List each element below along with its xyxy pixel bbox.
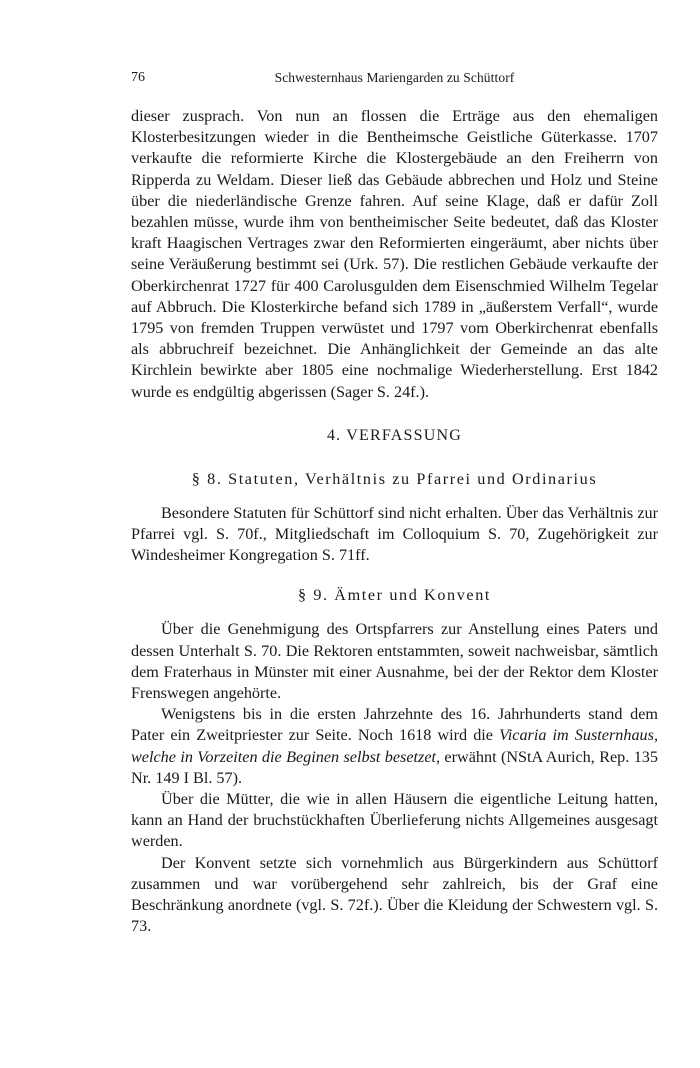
page-number: 76 xyxy=(131,70,145,85)
paragraph-9-text-1: Über die Genehmigung des Ortspfarrers zur Anstellung eines Paters und dessen Unterhalt S. 70. Die Rektoren entstammten, soweit nachweisbar, sämtlich dem Fraterhaus in Münster mit einer Ausnahme, bei der der Rektor dem Kloster Frenswegen angehörte. xyxy=(131,620,658,703)
running-header xyxy=(131,70,658,92)
paragraph-9-text-4: Der Konvent setzte sich vornehmlich aus Bürgerkindern aus Schüttorf zusammen und war vorübergehend sehr zahlreich, bis der Graf eine Beschränkung anordnete (vgl. S. 72f.). Über die Kleidung der Schwestern vgl. S. 73. xyxy=(131,853,658,936)
paragraph-9-italic-quote: Vicaria im Susternhaus, welche in Vorzeiten die Beginen selbst besetzet, xyxy=(131,726,658,766)
section-heading: 4. VERFASSUNG xyxy=(326,426,463,444)
paragraph-9-heading: § 9. Ämter und Konvent xyxy=(297,586,491,605)
intro-paragraph: dieser zusprach. Von nun an flossen die Erträge aus den ehemaligen Klosterbesitzungen wieder in die Bentheimsche Geistliche Güterkasse. 1707 verkaufte die reformierte Kirche die Klostergebäude an den Freiherrn von Ripperda zu Weldam. Dieser ließ das Gebäude abbrechen und Holz und Steine über die niederländische Grenze fahren. Auf seine Klage, daß er dafür Zoll bezahlen müsse, wurde ihm von bentheimischer Seite bedeutet, daß das Kloster kraft Haagischen Vertrages zwar den Reformierten eingeräumt, aber nichts über seine Veräußerung bestimmt sei (Urk. 57). Die restlichen Gebäude verkaufte der Oberkirchenrat 1727 für 400 Carolusgulden dem Eisenschmied Wilhelm Tegelar auf Abbruch. Die Klosterkirche befand sich 1789 in „äußerstem Verfall“, wurde 1795 von fremden Truppen verwüstet und 1797 vom Oberkirchenrat ebenfalls als abbruchreif bezeichnet. Die Anhänglichkeit der Gemeinde an das alte Kirchlein bewirkte aber 1805 eine nochmalige Wiederherstellung. Erst 1842 wurde es endgültig abgerissen (Sager S. 24f.). xyxy=(131,107,658,401)
paragraph-9-text-2 xyxy=(131,704,658,789)
paragraph-9-text-2-end: erwähnt (NStA Aurich, Rep. 135 Nr. 149 I Bl. 57). xyxy=(131,747,658,787)
paragraph-9-text-3: Über die Mütter, die wie in allen Häusern die eigentliche Leitung hatten, kann an Hand der bruchstückhaften Überlieferung nichts Allgemeines ausgesagt werden. xyxy=(131,790,658,851)
paragraph-8-text: Besondere Statuten für Schüttorf sind nicht erhalten. Über das Verhältnis zur Pfarrei vgl. S. 70f., Mitgliedschaft im Colloquium S. 70, Zugehörigkeit zur Windesheimer Kongregation S. 71ff. xyxy=(131,503,658,565)
paragraph-8-heading: § 8. Statuten, Verhältnis zu Pfarrei und Ordinarius xyxy=(191,469,598,488)
book-page xyxy=(131,70,658,938)
running-title: Schwesternhaus Mariengarden zu Schüttorf xyxy=(274,70,515,85)
paragraph-9-text-2-start: Wenigstens bis in die ersten Jahrzehnte des 16. Jahrhunderts stand dem Pater ein Zweitpriester zur Seite. Noch 1618 wird die xyxy=(131,705,658,745)
